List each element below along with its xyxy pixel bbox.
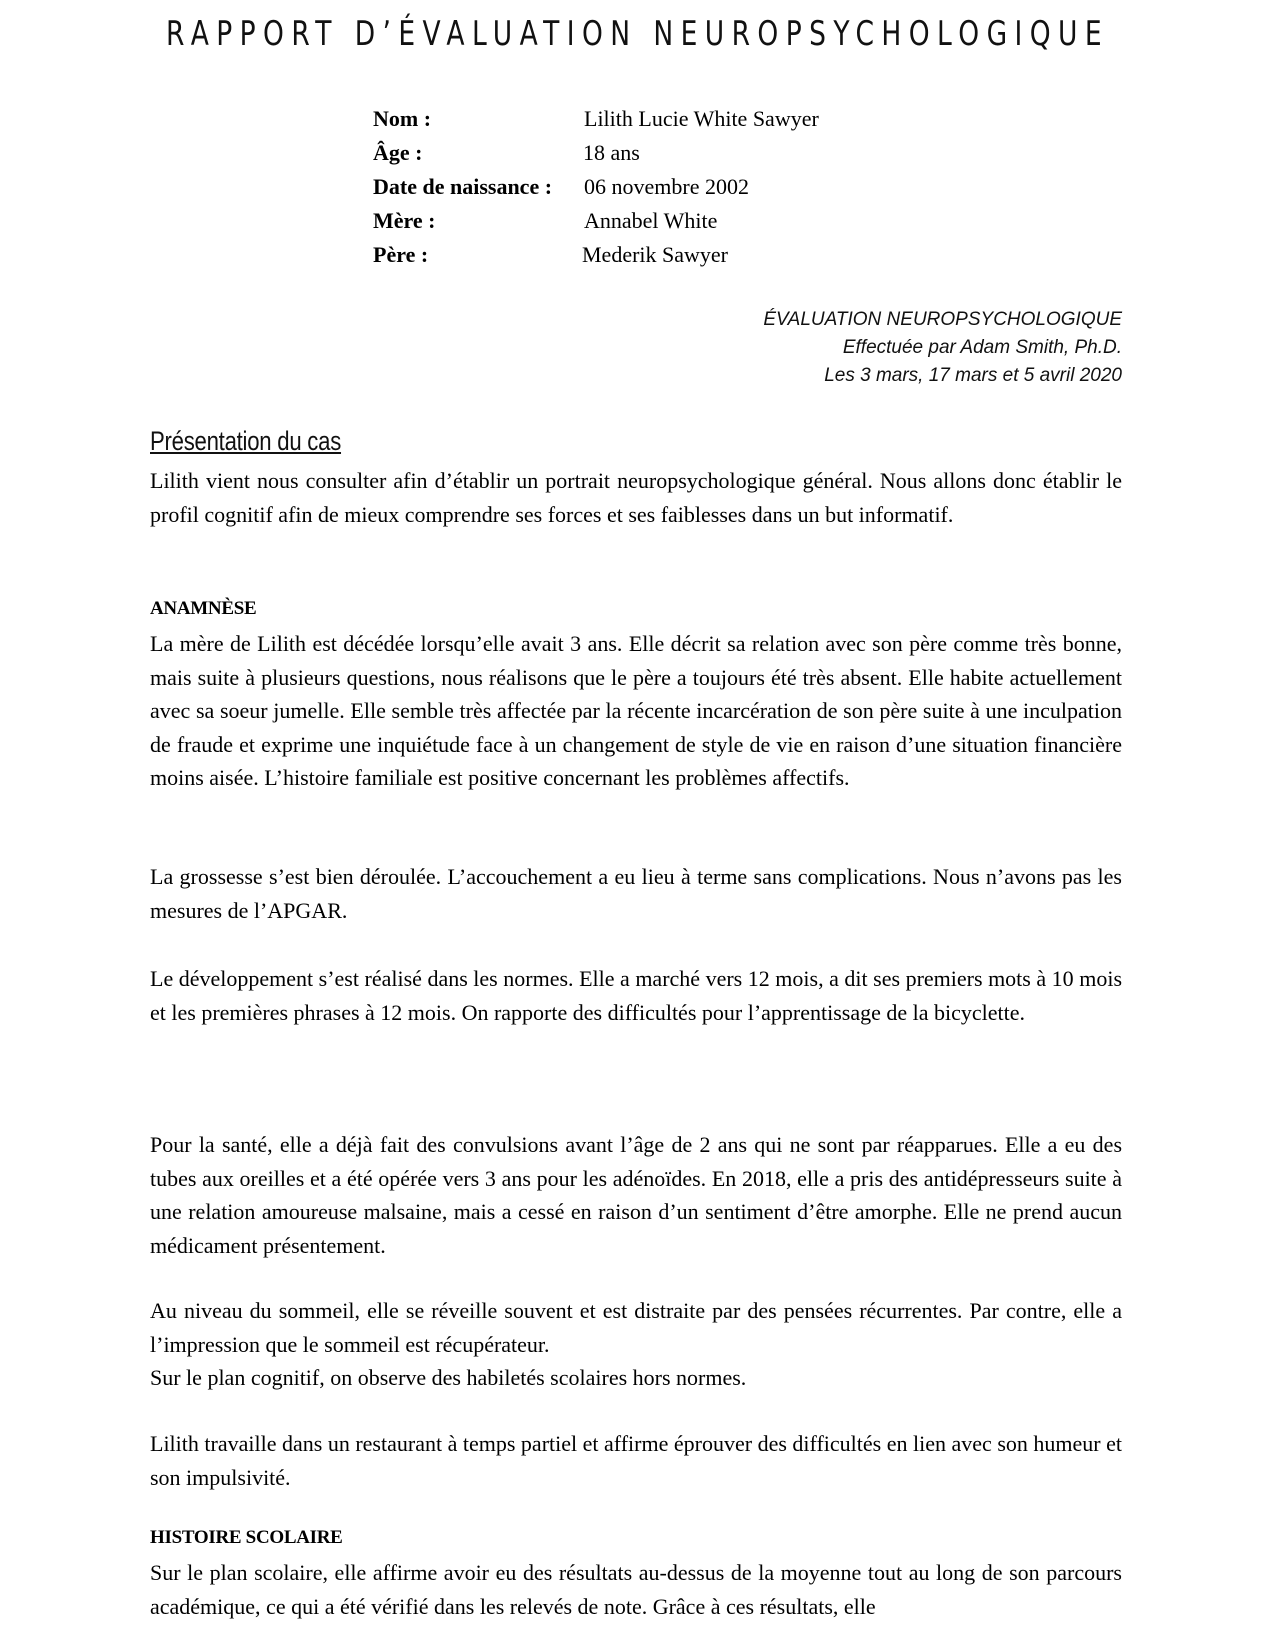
anamnese-block-6 [150, 1427, 1122, 1494]
identity-value: 18 ans [583, 140, 640, 165]
identity-row-father [373, 238, 973, 272]
evaluation-info [763, 306, 1122, 390]
identity-row-mother [373, 204, 973, 238]
histoire-scolaire-block [150, 1556, 1122, 1623]
anamnese-paragraph: Pour la santé, elle a déjà fait des convulsions avant l’âge de 2 ans qui ne sont par réapparues. Elle a eu des tubes aux oreilles et a été opérée vers 3 ans pour les adénoïdes. En 2018, elle a pris des antidépresseurs suite à une relation amoureuse malsaine, mais a cessé en raison d’un sentiment d’être amorphe. Elle ne prend aucun médicament présentement. [150, 1132, 1122, 1258]
anamnese-paragraph: Lilith travaille dans un restaurant à temps partiel et affirme éprouver des difficultés en lien avec son humeur et son impulsivité. [150, 1431, 1122, 1490]
anamnese-block-5 [150, 1294, 1122, 1395]
anamnese-paragraph: La grossesse s’est bien déroulée. L’accouchement a eu lieu à terme sans complications. Nous n’avons pas les mesures de l’APGAR. [150, 864, 1122, 923]
anamnese-block-3 [150, 962, 1122, 1029]
patient-identity [373, 102, 973, 272]
section-title: Présentation du cas [150, 426, 342, 456]
anamnese-paragraph: Au niveau du sommeil, elle se réveille souvent et est distraite par des pensées récurrentes. Par contre, elle a l’impression que le sommeil est récupérateur. [150, 1298, 1122, 1357]
identity-row-birthdate [373, 170, 973, 204]
intro-paragraph: Lilith vient nous consulter afin d’établir un portrait neuropsychologique général. Nous allons donc établir le profil cognitif afin de mieux comprendre ses forces et ses faiblesses dans un but informatif. [150, 468, 1122, 527]
anamnese-block-1 [150, 627, 1122, 795]
identity-row-name [373, 102, 973, 136]
histoire-scolaire-heading: HISTOIRE SCOLAIRE [150, 1527, 343, 1548]
evaluation-performer: Effectuée par Adam Smith, Ph.D. [842, 337, 1122, 358]
identity-value: 06 novembre 2002 [584, 174, 749, 199]
identity-label: Mère : [373, 208, 436, 233]
anamnese-paragraph: La mère de Lilith est décédée lorsqu’elle avait 3 ans. Elle décrit sa relation avec son père comme très bonne, mais suite à plusieurs questions, nous réalisons que le père a toujours été très absent. Elle habite actuellement avec sa soeur jumelle. Elle semble très affectée par la récente incarcération de son père suite à une inculpation de fraude et exprime une inquiétude face à un changement de style de vie en raison d’une situation financière moins aisée. L’histoire familiale est positive concernant les problèmes affectifs. [150, 631, 1122, 790]
identity-value: Annabel White [584, 208, 718, 233]
document-title: RAPPORT D’ÉVALUATION NEUROPSYCHOLOGIQUE [165, 14, 1110, 54]
anamnese-paragraph: Sur le plan cognitif, on observe des habiletés scolaires hors normes. [150, 1365, 747, 1390]
evaluation-heading: ÉVALUATION NEUROPSYCHOLOGIQUE [763, 309, 1122, 330]
identity-value: Mederik Sawyer [582, 242, 729, 267]
anamnese-block-4 [150, 1128, 1122, 1262]
histoire-scolaire-paragraph: Sur le plan scolaire, elle affirme avoir eu des résultats au-dessus de la moyenne tout au long de son parcours académique, ce qui a été vérifié dans les relevés de note. Grâce à ces résultats, elle [150, 1560, 1122, 1619]
intro-paragraph-block [150, 464, 1122, 531]
identity-value: Lilith Lucie White Sawyer [584, 106, 819, 131]
identity-label: Âge : [373, 140, 423, 165]
identity-label: Date de naissance : [373, 174, 553, 199]
anamnese-block-2 [150, 860, 1122, 927]
anamnese-heading: ANAMNÈSE [150, 598, 257, 619]
identity-label: Nom : [373, 106, 432, 131]
anamnese-paragraph: Le développement s’est réalisé dans les normes. Elle a marché vers 12 mois, a dit ses premiers mots à 10 mois et les premières phrases à 12 mois. On rapporte des difficultés pour l’apprentissage de la bicyclette. [150, 966, 1122, 1025]
identity-row-age [373, 136, 973, 170]
identity-label: Père : [373, 242, 429, 267]
evaluation-dates: Les 3 mars, 17 mars et 5 avril 2020 [824, 365, 1122, 386]
